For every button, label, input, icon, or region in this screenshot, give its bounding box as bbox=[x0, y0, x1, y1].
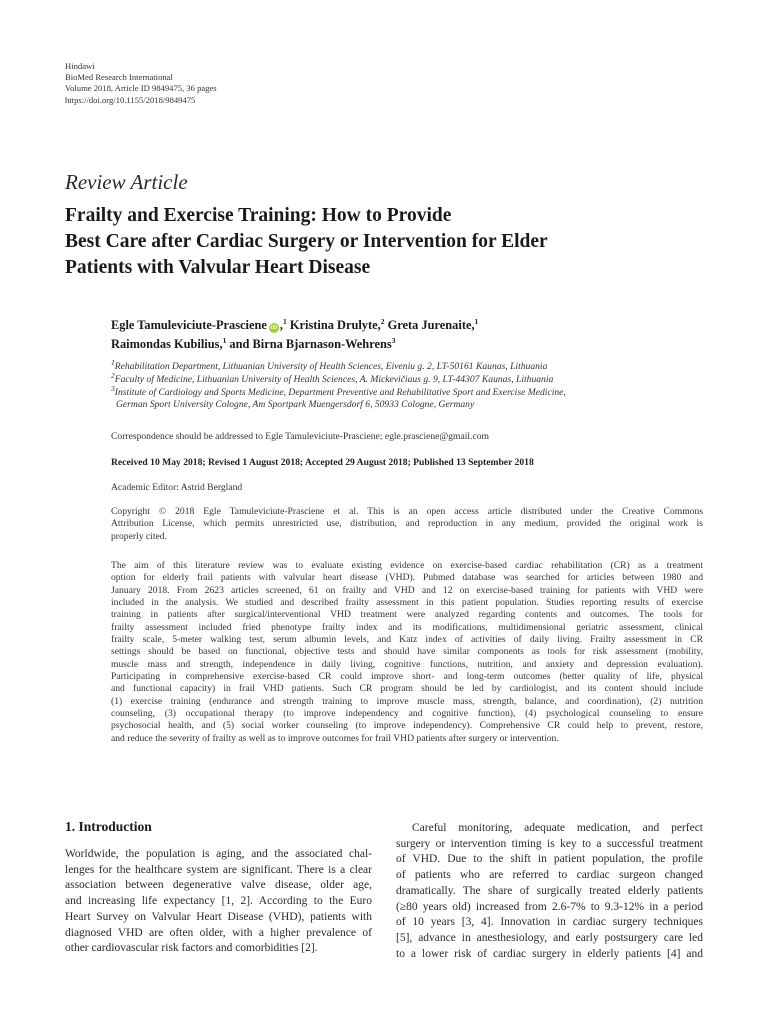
body-line: of 10 years [3, 4]. Innovation in cardiac surgery techniques bbox=[396, 916, 703, 929]
author-name[interactable]: and Birna Bjarnason-Wehrens bbox=[229, 337, 392, 351]
orcid-icon[interactable]: iD bbox=[270, 325, 277, 331]
section-heading: 1. Introduction bbox=[65, 819, 152, 834]
abstract-line: included in the analysis. We studied and described frailty assessment in this patient population. Studies reporting results of exercise bbox=[111, 597, 703, 609]
abstract-line: muscle mass and strength, independence in daily living, cognitive functions, nutrition, and anxiety and depression evaluation). bbox=[111, 658, 703, 670]
affiliation-text: Faculty of Medicine, Lithuanian University of Health Sciences, A. Mickevičiaus g. 9, LT-44307 Kaunas, Lithuania bbox=[114, 373, 554, 385]
copyright-line: Attribution License, which permits unrestricted use, distribution, and reproduction in any medium, provided the original work is bbox=[111, 518, 703, 530]
author-affiliation-sup: 1 bbox=[283, 316, 287, 326]
volume-info: Volume 2018, Article ID 9849475, 36 pages bbox=[65, 83, 217, 94]
affiliation-text: Rehabilitation Department, Lithuanian University of Health Sciences, Eiveniu g. 2, LT-50161 Kaunas, Lithuania bbox=[114, 361, 548, 372]
publisher-name: Hindawi bbox=[65, 61, 95, 71]
body-line: [5], advance in anesthesiology, and early postsurgery care led bbox=[396, 931, 703, 944]
author-name[interactable]: Kristina Drulyte, bbox=[289, 318, 381, 332]
body-column-left bbox=[65, 847, 372, 957]
title-line: Best Care after Cardiac Surgery or Intervention for Elder bbox=[65, 231, 548, 252]
article-title bbox=[65, 203, 548, 281]
body-line: and increasing life expectancy [1, 2]. According to the Euro bbox=[65, 895, 372, 908]
correspondence: Correspondence should be addressed to Egle Tamuleviciute-Prasciene; egle.prasciene@gmail.com bbox=[111, 431, 490, 442]
copyright-line: Copyright © 2018 Egle Tamuleviciute-Prasciene et al. This is an open access article distributed under the Creative Commons bbox=[111, 506, 703, 517]
affiliation-item bbox=[111, 370, 566, 387]
body-line: of patients who are referred to cardiac surgeon changed bbox=[396, 869, 703, 882]
copyright-line: properly cited. bbox=[111, 530, 167, 542]
affiliations bbox=[111, 357, 566, 412]
abstract-line: training in patients after surgical/interventional VHD treatment were analyzed regarding contents and outcomes. The tools for bbox=[111, 609, 703, 621]
affiliation-number: 1 bbox=[111, 357, 115, 367]
author-name[interactable]: Egle Tamuleviciute-Prasciene bbox=[111, 318, 267, 332]
title-line: Frailty and Exercise Training: How to Provide bbox=[65, 205, 452, 226]
abstract-line: counseling, (3) occupational therapy (to improve independency and cognitive function), (4) psychological counseling to ensure bbox=[111, 708, 703, 720]
body-line: Worldwide, the population is aging, and the associated chal- bbox=[65, 848, 372, 860]
abstract-line: option for elderly frail patients with valvular heart disease (VHD). Pubmed database was searched for articles between 1980 and bbox=[111, 572, 703, 584]
copyright-notice bbox=[111, 506, 703, 543]
author-list: Egle Tamuleviciute-Prasciene iD ,$^1$ Kristina Drulyte,$^2$ Greta Jurenaite,$^1$ Raimondas Kubilius,$^1$ and Birna Bjarnason-Wehrens$^3$ bbox=[111, 316, 479, 351]
doi-link[interactable]: https://doi.org/10.1155/2018/9849475 bbox=[65, 94, 196, 105]
author-name[interactable]: Raimondas Kubilius, bbox=[111, 337, 223, 351]
affiliation-continuation: German Sport University Cologne, Am Sportpark Muengersdorf 6, 50933 Cologne, Germany bbox=[116, 399, 475, 411]
abstract-line: psychosocial health, and (5) social worker counseling (to improve independency). Comprehensive CR could help to prevent, restore, bbox=[111, 720, 703, 732]
journal-header bbox=[65, 61, 217, 106]
journal-name: BioMed Research International bbox=[65, 72, 173, 83]
title-line: Patients with Valvular Heart Disease bbox=[65, 257, 371, 278]
body-line: lenges for the healthcare system are significant. There is a clear bbox=[65, 863, 372, 876]
body-line: Careful monitoring, adequate medication, and perfect bbox=[412, 822, 703, 834]
author-name[interactable]: Greta Jurenaite, bbox=[387, 318, 475, 332]
body-column-right bbox=[396, 821, 703, 962]
body-line: other cardiovascular risk factors and comorbidities [2]. bbox=[65, 942, 318, 955]
abstract-line: settings should be based on functional, objective tests and should have similar components as tools for risk assessment (mobility, bbox=[111, 646, 703, 658]
affiliation-number: 2 bbox=[111, 370, 115, 380]
affiliation-item bbox=[111, 383, 566, 400]
body-line: diagnosed VHD are often older, with a higher prevalence of bbox=[65, 926, 372, 939]
abstract-line: frailty assessment included fried phenotype frailty index and its modifications, multidimensional geriatric assessment, clinical bbox=[111, 621, 703, 633]
article-type: Review Article bbox=[65, 170, 188, 194]
abstract-line: (1) exercise training (endurance and strength training to improve muscle mass, strength, balance, and coordination), (2) nutrition bbox=[111, 695, 703, 707]
author-affiliation-sup: 2 bbox=[380, 316, 385, 326]
abstract-line: and functional capacity) in frail VHD patients. Such CR program should be led by cardiologist, and its content should include bbox=[111, 683, 703, 695]
abstract bbox=[111, 560, 703, 745]
body-line: to a lower risk of cardiac surgery in elderly patients [4] and bbox=[396, 947, 703, 960]
body-line: surgery or intervention timing is key to a successful treatment bbox=[396, 837, 703, 850]
abstract-line: The aim of this literature review was to evaluate existing evidence on exercise-based cardiac rehabilitation (CR) as a treatment bbox=[111, 560, 703, 571]
body-line: (≥80 years old) increased from 2.6-7% to 9.3-12% in a period bbox=[396, 900, 703, 913]
affiliation-item bbox=[111, 357, 566, 374]
affiliation-number: 3 bbox=[111, 383, 115, 393]
affiliation-text: Institute of Cardiology and Sports Medicine, Department Preventive and Rehabilitative Sport and Exercise Medicine, bbox=[114, 386, 566, 398]
body-line: Heart Survey on Valvular Heart Disease (VHD), patients with bbox=[65, 910, 372, 923]
publication-dates: Received 10 May 2018; Revised 1 August 2018; Accepted 29 August 2018; Published 13 September 2018 bbox=[111, 457, 534, 468]
abstract-line: Participating in comprehensive exercise-based CR could improve short- and long-term outcomes (better quality of life, physical bbox=[111, 671, 703, 683]
author-affiliation-sup: 3 bbox=[391, 335, 396, 345]
body-line: association between degenerative valve disease, older age, bbox=[65, 879, 372, 892]
academic-editor: Academic Editor: Astrid Bergland bbox=[111, 482, 243, 493]
abstract-line: January 2018. From 2623 articles screened, 61 on frailty and VHD and 12 on exercise-based training for patients with VHD were bbox=[111, 584, 703, 596]
body-line: of VHD. Due to the shift in patient population, the profile bbox=[396, 853, 703, 866]
author-affiliation-sup: 1 bbox=[222, 335, 227, 345]
author-affiliation-sup: 1 bbox=[474, 316, 479, 326]
abstract-line: frailty scale, 5-meter walking test, serum albumin levels, and Katz index of activities of daily living. Frailty assessment in CR bbox=[111, 634, 703, 646]
abstract-line: and reduce the severity of frailty as well as to improve outcomes for frail VHD patients after surgery or intervention. bbox=[111, 732, 559, 744]
body-line: dramatically. The share of surgically treated elderly patients bbox=[396, 884, 703, 897]
